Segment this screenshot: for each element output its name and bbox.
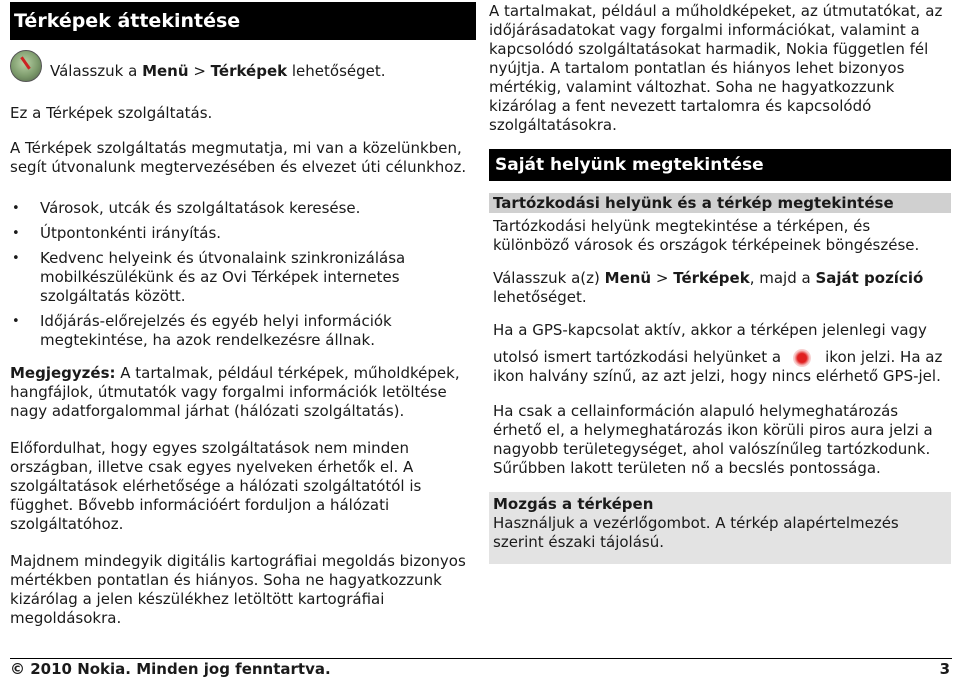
service-line: Ez a Térképek szolgáltatás. [10,104,213,122]
note-text: A tartalmak, például térképek, műholdképek, hangfájlok, útmutatók vagy forgalmi információk letöltése nagy adatforgalommal járhat (hálózati szolgáltatás). [10,364,460,420]
footer-divider [10,658,952,659]
availability-paragraph: Előfordulhat, hogy egyes szolgáltatások nem minden országban, illetve csak egyes nyelveken érhetők el. A szolgáltatások elérhetősége a hálózati szolgáltatótól is függhet. Bővebb információért forduljon a hálózati szolgáltatóhoz. [10,439,422,533]
move-map-title: Mozgás a térképen [493,495,654,513]
maps-app-icon [10,50,42,82]
note-paragraph [10,364,476,421]
feature-item: • Kedvenc helyeink és útvonalaink szinkronizálása mobilkészülékünk és az Ovi Térképek internetes szolgáltatás között. [10,249,476,306]
gps-rest: ikon halvány színű, az azt jelzi, hogy nincs elérhető GPS-jel. [493,367,941,385]
subsection-title: Tartózkodási helyünk és a térkép megtekintése [489,193,951,213]
feature-item: • Városok, utcák és szolgáltatások keresése. [10,199,476,218]
feature-list [10,199,476,350]
menu-label: Menü [142,62,189,80]
move-map-text: Használjuk a vezérlőgombot. A térkép alapértelmezés szerint északi tájolású. [493,514,899,551]
page-title: Térképek áttekintése [10,2,476,40]
content-disclaimer-paragraph: A tartalmakat, például a műholdképeket, az útmutatókat, az időjárásadatokat vagy forgalmi információkat, valamint a kapcsolódó szolgáltatásokat harmadik, Nokia független fél nyújtja. A tartalom pontatlan és hiányos lehet bizonyos mértékig, valamint változhat. Soha ne hagyatkozzunk kizárólag a fent nevezett tartalomra és kapcsolódó szolgáltatásokra. [489,2,943,134]
gps-line-2 [493,348,951,367]
gps-line-2-post: ikon jelzi. Ha az [825,348,943,366]
maps-label: Térképek [210,62,288,80]
location-section-body [489,217,951,478]
move-map-box [489,492,951,564]
maps-label: Térképek [673,269,750,287]
menu-separator: > [188,62,211,80]
gps-line-2-pre: utolsó ismert tartózkodási helyünket a [493,348,782,366]
location-paragraph: Tartózkodási helyünk megtekintése a térképen, és különböző városok és országok térképeinek böngészése. [493,217,920,254]
note-label: Megjegyzés: [10,364,116,382]
accuracy-paragraph: Majdnem mindegyik digitális kartográfiai megoldás bizonyos mértékben pontatlan és hiányos. Soha ne hagyatkozzunk kizárólag a jelen készülékhez letöltött kartográfiai megoldásokra. [10,552,466,627]
select-mid: , majd a [749,269,816,287]
page-number: 3 [939,660,950,678]
menu-label: Menü [604,269,652,287]
left-column [10,2,476,628]
feature-item: • Időjárás-előrejelzés és egyéb helyi információk megtekintése, ha azok rendelkezésre állnak. [10,312,476,350]
cell-info-paragraph: Ha csak a cellainformáción alapuló helymeghatározás érhető el, a helymeghatározás ikon körüli piros aura jelzi a nagyobb területegységet, ahol valószínűleg tartózkodunk. Sűrűbben lakott területen nő a becslés pontossága. [493,402,933,477]
select-post: lehetőséget. [493,288,587,306]
gps-line-1: Ha a GPS-kapcsolat aktív, akkor a térképen jelenlegi vagy [493,321,927,339]
intro-post: lehetőséget. [287,62,386,80]
intro-row [10,48,476,82]
position-marker-icon [793,349,811,367]
intro-pre: Válasszuk a [50,62,143,80]
footer-copyright: © 2010 Nokia. Minden jog fenntartva. [10,660,331,678]
intro-instruction [50,62,386,81]
select-pre: Válasszuk a(z) [493,269,605,287]
description-paragraph: A Térképek szolgáltatás megmutatja, mi van a közelünkben, segít útvonalunk megtervezésében és elvezet úti célunkhoz. [10,139,467,176]
own-position-label: Saját pozíció [815,269,924,287]
right-column [489,2,951,564]
section-title: Saját helyünk megtekintése [489,149,951,181]
select-instruction [493,269,951,307]
menu-separator: > [651,269,674,287]
feature-item: • Útpontonkénti irányítás. [10,224,476,243]
